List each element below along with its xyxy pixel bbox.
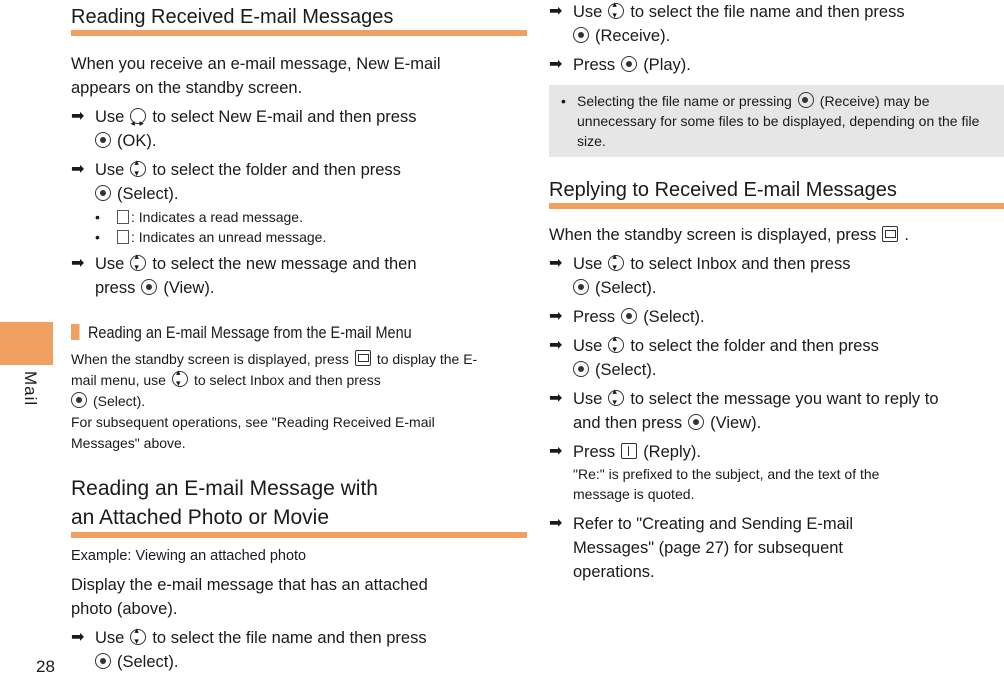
mail-key-icon [355,350,371,366]
arrow-icon: ➡ [549,390,563,407]
reply-key-icon [621,443,637,459]
center-key-icon [621,56,637,72]
side-label: Mail [21,371,40,407]
center-key-icon [141,279,157,295]
step-select-message: ➡ Use▴ ▾ to select the new message and then press (View). [71,252,527,300]
center-key-icon [688,414,704,430]
center-key-icon [798,92,814,108]
arrow-icon: ➡ [549,255,563,272]
read-mail-icon [117,210,129,224]
subsection-heading-email-menu: Reading an E-mail Message from the E-mail Menu [71,322,459,344]
intro-paragraph: When you receive an e-mail message, New E-mail appears on the standby screen. [71,55,441,97]
right-column [549,0,1004,584]
nav-ud-key-icon [130,161,146,177]
legend-unread: • : Indicates an unread message. [115,227,527,247]
center-key-icon [621,308,637,324]
arrow-icon: ➡ [549,337,563,354]
unread-mail-icon [117,230,129,244]
step-receive-file: ➡ Use▴ ▾ to select the file name and then press (Receive). [549,0,1004,48]
step-select-folder: ➡ Use▴ ▾ to select the folder and then press (Select). [71,158,527,206]
center-key-icon [95,132,111,148]
center-key-icon [95,185,111,201]
step-play: ➡ Press (Play). [549,53,1004,77]
arrow-icon: ➡ [71,629,85,646]
step-select-inbox: ➡ Use▴ ▾ to select Inbox and then press (Select). [549,252,1004,300]
step-press-select: ➡ Press (Select). [549,305,1004,329]
nav-ud-key-icon [130,255,146,271]
side-tab-marker [0,322,53,365]
reply-intro: When the standby screen is displayed, press . [549,226,910,244]
arrow-icon: ➡ [549,308,563,325]
square-bullet-icon [71,324,80,340]
step-press-reply: ➡ Press (Reply). "Re:" is prefixed to the subject, and the text of the message is quoted. [549,440,1004,504]
arrow-icon: ➡ [71,108,85,125]
attached-intro: Display the e-mail message that has an attached photo (above). [71,576,428,618]
center-key-icon [573,279,589,295]
nav-lr-key-icon [130,108,146,124]
arrow-icon: ➡ [549,56,563,73]
nav-ud-key-icon [130,629,146,645]
arrow-icon: ➡ [71,161,85,178]
step-select-new-email: ➡ Use◂ ▸ to select New E-mail and then press (OK). [71,105,527,153]
step-select-folder-reply: ➡ Use▴ ▾ to select the folder and then press (Select). [549,334,1004,382]
nav-ud-key-icon [608,255,624,271]
center-key-icon [71,392,87,408]
example-line: Example: Viewing an attached photo [71,548,307,564]
arrow-icon: ➡ [549,515,563,532]
arrow-icon: ➡ [71,255,85,272]
page-number: 28 [36,657,55,676]
step-refer: ➡ Refer to "Creating and Sending E-mail Messages" (page 27) for subsequent operations. [549,512,889,584]
step-select-message-reply: ➡ Use▴ ▾ to select the message you want to reply to and then press (View). [549,387,939,435]
email-menu-instructions: When the standby screen is displayed, press to display the E-mail menu, use▴ ▾ to select Inbox and then press (Select). For subsequent operations, see "Reading Received E-mail Messages" above. [71,349,491,454]
section-heading-replying: Replying to Received E-mail Messages [549,177,1004,209]
section-heading-attached: Reading an E-mail Message with an Attached Photo or Movie [71,474,527,538]
center-key-icon [573,361,589,377]
center-key-icon [573,27,589,43]
nav-ud-key-icon [608,337,624,353]
section-heading-reading: Reading Received E-mail Messages [71,4,527,36]
nav-ud-key-icon [608,390,624,406]
mail-key-icon [882,226,898,242]
note-box: • Selecting the file name or pressing (Receive) may be unnecessary for some files to be displayed, depending on the file size. [549,85,1004,157]
step-select-file: ➡ Use▴ ▾ to select the file name and then press (Select). [71,626,527,674]
left-column [71,0,527,674]
nav-ud-key-icon [172,371,188,387]
legend-read: • : Indicates a read message. [115,207,527,227]
reply-note: "Re:" is prefixed to the subject, and the text of the message is quoted. [573,466,880,502]
arrow-icon: ➡ [549,3,563,20]
nav-ud-key-icon [608,3,624,19]
icon-legend-list [93,207,527,247]
arrow-icon: ➡ [549,443,563,460]
center-key-icon [95,653,111,669]
